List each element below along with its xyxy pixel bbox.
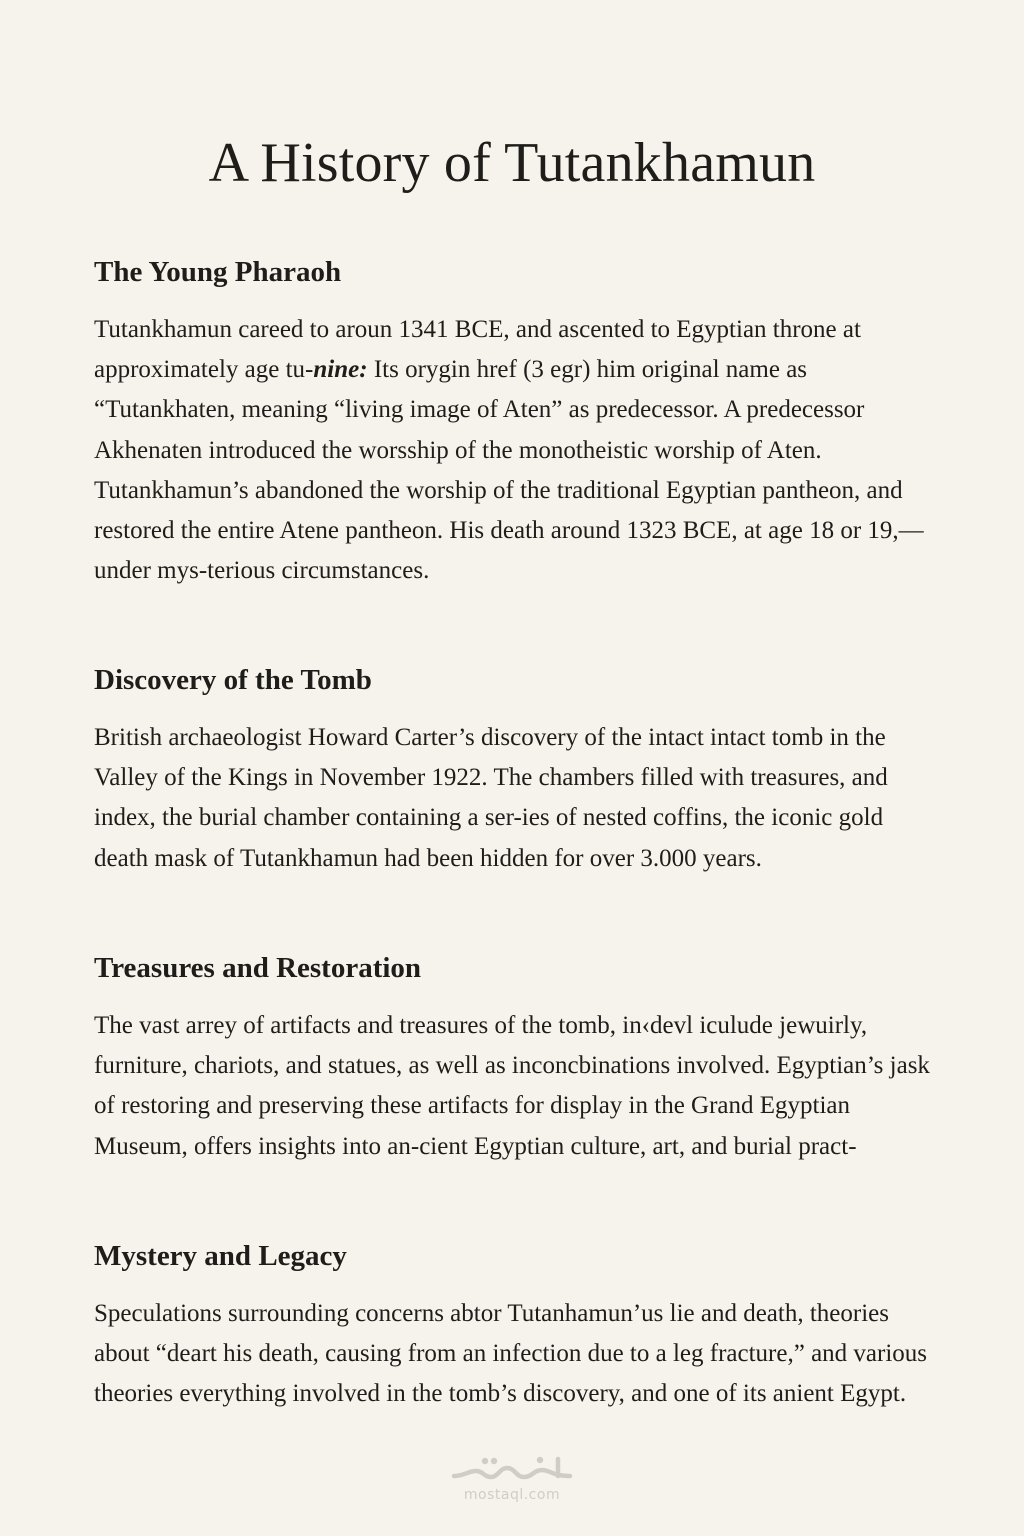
section-treasures: [94, 950, 936, 1167]
section-heading: The Young Pharaoh: [94, 256, 342, 288]
section-heading: Discovery of the Tomb: [94, 664, 372, 696]
section-body: Speculations surrounding concerns abtor Tutanhamun’us lie and death, theories about “deart his death, causing from an infection due to a leg fracture,” and various theories everything involved in the tomb’s discovery, and one of its anient Egypt.: [94, 1300, 928, 1408]
body-text: Its orygin href (3 egr) him original name as “Tutankhaten, meaning “living image of Aten” as predecessor. A predecessor Akhenaten introduced the worsship of the monotheistic worship of Aten. Tutankhamun’s abandoned the worship of the traditional Egyptian pantheon, and restored the entire Atene pantheon. His death around 1323 BCE, at age 18 or 19,—under mys-terious circumstances.: [94, 356, 924, 585]
section-body: British archaeologist Howard Carter’s discovery of the intact intact tomb in the Valley of the Kings in November 1922. The chambers filled with treasures, and index, the burial chamber containing a ser-ies of nested coffins, the iconic gold death mask of Tutankhamun had been hidden for over 3.000 years.: [94, 724, 888, 872]
section-young-pharaoh: [94, 254, 936, 591]
watermark-domain: mostaql.com: [463, 1487, 561, 1503]
watermark: [446, 1452, 578, 1512]
section-heading: Treasures and Restoration: [94, 952, 422, 984]
section-heading: Mystery and Legacy: [94, 1240, 347, 1272]
section-mystery: [94, 1238, 936, 1415]
page-title: A History of Tutankhamun: [208, 132, 816, 194]
section-body: The vast arrey of artifacts and treasures of the tomb, in‹devl iculude jewuirly, furniture, chariots, and statues, as well as inconcbinations involved. Egyptian’s jask of restoring and preserving these artifacts for display in the Grand Egyptian Museum, offers insights into an-cient Egyptian culture, art, and burial pract-: [94, 1012, 930, 1160]
mostaql-logo-icon: [446, 1452, 578, 1486]
section-discovery: [94, 662, 936, 879]
section-body: [94, 310, 936, 591]
body-text: Tutankhamun careed to aroun 1341 BCE, and ascented to Egyptian throne at approximately age tu-: [94, 316, 861, 384]
emphasis-text: nine:: [313, 356, 368, 384]
